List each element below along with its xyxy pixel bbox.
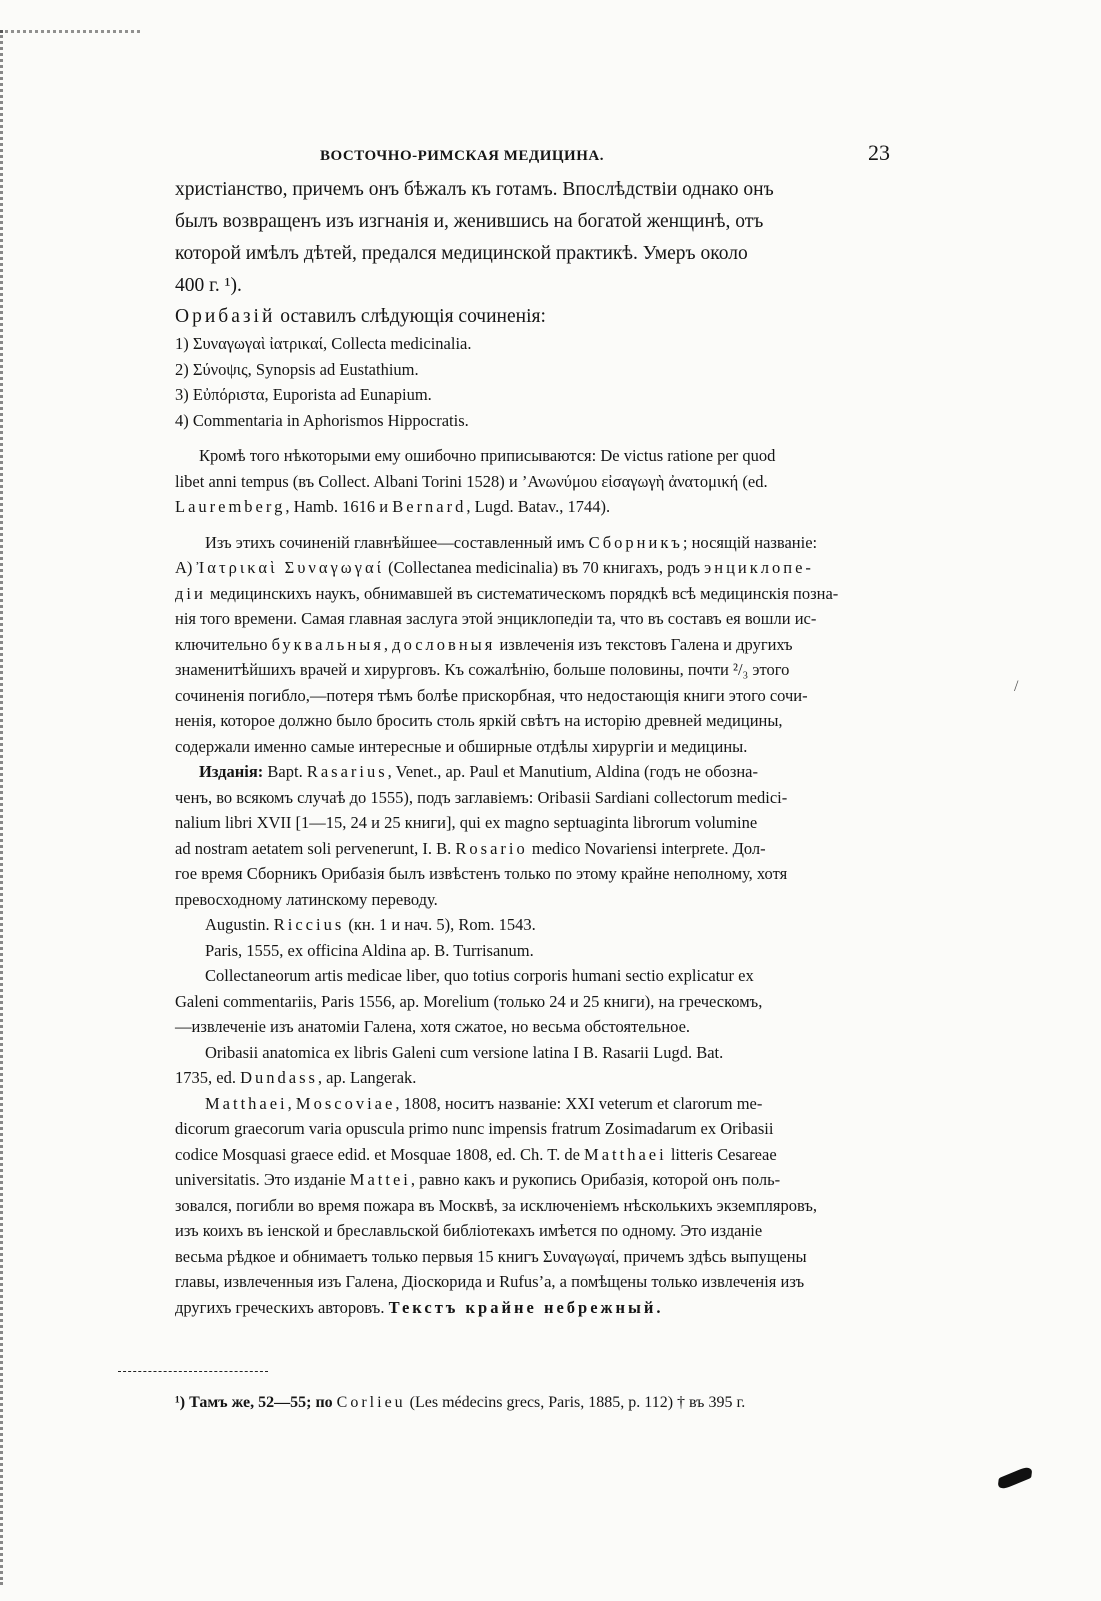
text-span: , ap. Langerak. xyxy=(317,1068,417,1087)
works-list xyxy=(175,331,890,433)
text-span: Augustin. xyxy=(205,915,274,934)
editions-section xyxy=(175,759,890,1320)
list-item: 1) Συναγωγαὶ ἰατρικαί, Collecta medicinalia. xyxy=(175,334,472,353)
text-line: которой имѣлъ дѣтей, предался медицинской практикѣ. Умеръ около xyxy=(175,243,748,264)
text-line: nalium libri XVII [1—15, 24 и 25 книги], qui ex magno septuaginta librorum volumine xyxy=(175,813,758,832)
person-name: Dundass xyxy=(240,1068,318,1087)
text-span: , xyxy=(383,634,393,654)
person-name: Matthaei xyxy=(584,1144,667,1164)
text-span: , 1808, носитъ названіе: XXI veterum et clarorum me- xyxy=(395,1093,763,1113)
author-name: Орибазій xyxy=(175,306,276,327)
text-line: —извлеченіе изъ анатоміи Галена, хотя сжатое, но весьма обстоятельное. xyxy=(175,1017,691,1036)
text-line xyxy=(175,1295,890,1321)
text-line xyxy=(175,494,890,520)
place-name: Moscoviae xyxy=(295,1093,396,1113)
text-span: universitatis. Это изданіе xyxy=(175,1170,350,1189)
text-line: Galeni commentariis, Paris 1556, ap. Morelium (только 24 и 25 книги), на греческомъ, xyxy=(175,991,763,1011)
person-name: Riccius xyxy=(273,915,345,934)
list-item: 3) Εὐπόριστα, Euporista ad Eunapium. xyxy=(175,385,432,404)
text-line: Кромѣ того нѣкоторыми ему ошибочно приписываются: De victus ratione per quod xyxy=(199,446,776,465)
text-span: Изъ этихъ сочиненій главнѣйшее—составленный имъ xyxy=(205,532,589,552)
binding-edge xyxy=(0,30,15,1585)
intro-paragraph xyxy=(175,174,890,302)
person-name: Bernard xyxy=(392,497,467,516)
text-span: (кн. 1 и нач. 5), Rom. 1543. xyxy=(344,915,536,934)
person-name: Rosario xyxy=(455,838,528,858)
works-heading xyxy=(175,306,890,328)
text-span: codice Mosquasi graece edid. et Mosquae 1808, ed. Ch. T. de xyxy=(175,1144,585,1164)
text-line: Oribasii anatomica ex libris Galeni cum versione latina I B. Rasarii Lugd. Bat. xyxy=(205,1042,724,1062)
running-title: ВОСТОЧНО-РИМСКАЯ МЕДИЦИНА. xyxy=(320,148,604,164)
person-name: Mattei xyxy=(349,1170,411,1189)
text-line: весьма рѣдкое и обнимаетъ только первыя 15 книгъ Συναγωγαί, причемъ здѣсь выпущены xyxy=(175,1246,807,1266)
emphasis: Сборникъ xyxy=(588,532,683,552)
text-line xyxy=(175,1065,890,1091)
page-header xyxy=(175,140,890,174)
text-line: превосходному латинскому переводу. xyxy=(175,889,438,909)
works-heading-text: оставилъ слѣдующія сочиненія: xyxy=(275,306,546,327)
text-line: главы, извлеченныя изъ Галена, Діоскорида и Rufus’а, а помѣщены только извлеченія изъ xyxy=(175,1272,805,1291)
emphasis: энциклопе- xyxy=(704,558,814,577)
page xyxy=(175,140,890,1320)
text-span: ad nostram aetatem soli pervenerunt, I. B. xyxy=(175,838,456,858)
greek-title: Ἰατρικαὶ Συναγωγαί xyxy=(196,558,385,577)
text-span: , равно какъ и рукопись Орибазія, которой онъ поль- xyxy=(410,1170,781,1189)
text-span: medico Novariensi interprete. Дол- xyxy=(527,838,766,858)
text-line xyxy=(175,555,890,581)
text-span: , Hamb. 1616 и xyxy=(285,497,393,516)
text-span: другихъ греческихъ авторовъ. xyxy=(175,1297,389,1317)
emphasis: діи xyxy=(175,583,206,603)
text-span: , Lugd. Batav., 1744). xyxy=(466,497,611,516)
text-line xyxy=(175,912,890,938)
emphasis: буквальныя xyxy=(271,634,384,654)
text-span: 1735, ed. xyxy=(175,1068,241,1087)
text-line: 400 г. ¹). xyxy=(175,275,242,296)
text-line: сочиненія погибло,—потеря тѣмъ болѣе прискорбная, что недостающія книги этого сочи- xyxy=(175,685,808,705)
page-number: 23 xyxy=(868,140,890,165)
text-line: христіанство, причемъ онъ бѣжалъ къ готамъ. Впослѣдствіи однако онъ xyxy=(175,179,774,200)
text-line xyxy=(175,1167,890,1193)
binding-edge-top xyxy=(0,30,140,41)
text-span: (Les médecins grecs, Paris, 1885, p. 112) † въ 395 г. xyxy=(405,1394,746,1411)
ink-blot xyxy=(997,1464,1033,1492)
text-line xyxy=(175,1091,890,1117)
footnote xyxy=(175,1392,895,1414)
emphasis: Текстъ крайне небрежный. xyxy=(388,1297,664,1317)
text-span: А) xyxy=(175,558,197,577)
emphasis: дословныя xyxy=(392,634,496,654)
text-line: Collectaneorum artis medicae liber, quo totius corporis humani sectio explicatur ex xyxy=(205,966,754,985)
attributed-works-paragraph xyxy=(175,443,890,520)
footnote-rule xyxy=(118,1371,268,1372)
person-name: Rasarius xyxy=(306,762,388,781)
text-span: (Collectanea medicinalia) въ 70 книгахъ, родъ xyxy=(384,558,705,577)
text-line: нія того времени. Самая главная заслуга этой энциклопедіи та, что въ составъ ея вошли ис- xyxy=(175,609,817,628)
text-line: ненія, которое должно было бросить столь яркій свѣтъ на исторію древней медицины, xyxy=(175,711,783,730)
text-span: ¹) Тамъ же, 52—55; по xyxy=(175,1394,337,1411)
text-line xyxy=(175,1142,890,1168)
text-line xyxy=(175,581,890,607)
list-item: 2) Σύνοψις, Synopsis ad Eustathium. xyxy=(175,359,419,379)
text-line xyxy=(175,632,890,658)
text-span: , xyxy=(287,1093,296,1113)
text-line: зовался, погибли во время пожара въ Москвѣ, за исключеніемъ нѣсколькихъ экземпляровъ, xyxy=(175,1195,818,1215)
text-line: содержали именно самые интересные и обширные отдѣлы хирургіи и медицины. xyxy=(175,736,748,756)
list-item: 4) Commentaria in Aphorismos Hippocratis. xyxy=(175,410,469,430)
text-span: Bapt. xyxy=(263,762,307,781)
text-line xyxy=(175,759,890,785)
text-line: libet anni tempus (въ Collect. Albani Torini 1528) и ’Ανωνύμου εἰσαγωγὴ ἀνατομική (ed. xyxy=(175,471,768,491)
text-span: ; носящій названіе: xyxy=(682,532,818,552)
person-name: Lauremberg xyxy=(175,497,286,516)
text-span: litteris Cesareae xyxy=(666,1144,777,1164)
text-line: Paris, 1555, ex officina Aldina ap. B. Turrisanum. xyxy=(205,940,534,960)
text-span: ключительно xyxy=(175,634,272,654)
collection-paragraph xyxy=(175,530,890,760)
text-line xyxy=(175,836,890,862)
text-line: гое время Сборникъ Орибазія былъ извѣстенъ только по этому крайне неполному, хотя xyxy=(175,864,788,883)
text-span: извлеченія изъ текстовъ Галена и другихъ xyxy=(495,634,793,654)
text-span: медицинскихъ наукъ, обнимавшей въ систематическомъ порядкѣ всѣ медицинскія позна- xyxy=(205,583,839,603)
text-line xyxy=(175,530,890,556)
person-name: Matthaei xyxy=(205,1093,288,1113)
text-line: dicorum graecorum varia opuscula primo nunc impensis fratrum Zosimadarum ex Oribasii xyxy=(175,1119,774,1138)
text-line: ченъ, во всякомъ случаѣ до 1555), подъ заглавіемъ: Oribasii Sardiani collectorum medici- xyxy=(175,787,788,807)
text-line: былъ возвращенъ изъ изгнанія и, женившись на богатой женщинѣ, отъ xyxy=(175,211,764,232)
text-span: , Venet., ap. Paul et Manutium, Aldina (годъ не обозна- xyxy=(387,762,759,781)
text-line: изъ коихъ въ іенской и бреславльской библіотекахъ имѣется по одному. Это изданіе xyxy=(175,1221,763,1240)
person-name: Corlieu xyxy=(336,1394,406,1411)
editions-label: Изданія: xyxy=(199,762,264,781)
text-line: знаменитѣйшихъ врачей и хирурговъ. Къ сожалѣнію, больше половины, почти ²/₃ этого xyxy=(175,660,790,679)
margin-mark: / xyxy=(1014,678,1019,695)
